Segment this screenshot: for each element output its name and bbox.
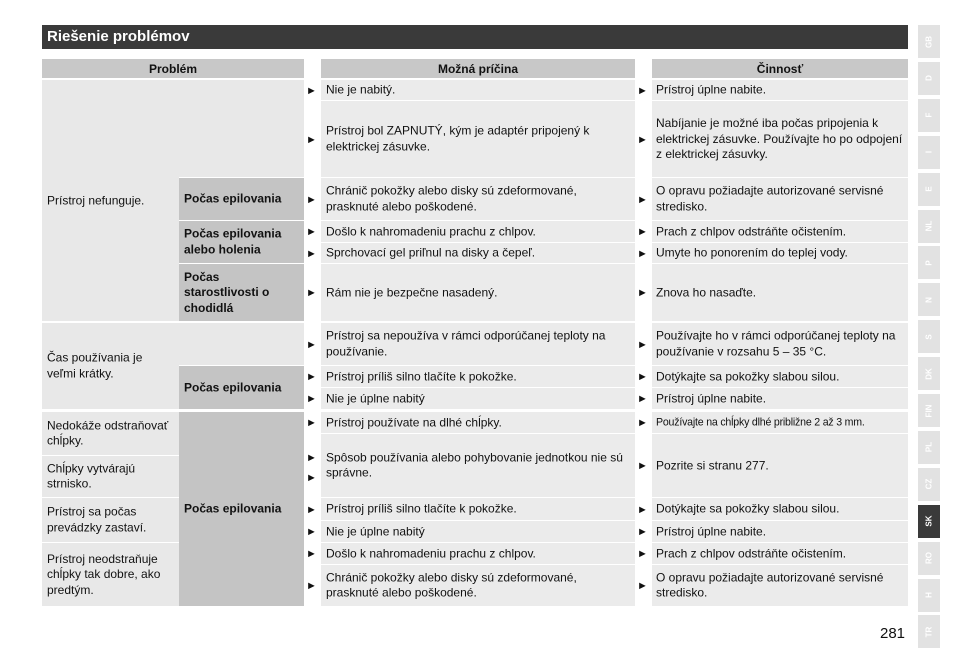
problem-text: Prístroj nefunguje. — [47, 192, 145, 207]
mode-text: Počas epilovania — [184, 501, 282, 516]
mode-cell-empty — [179, 323, 304, 366]
language-tab-label: RO — [924, 552, 934, 565]
language-tab-f — [918, 99, 940, 132]
language-tab-label: H — [924, 592, 934, 598]
cause-text: Prístroj príliš silno tlačíte k pokožke. — [326, 368, 517, 383]
action-arrow-icon: ► — [637, 247, 648, 260]
header-cause: Možná príčina — [321, 59, 635, 79]
cause-text: Prístroj príliš silno tlačíte k pokožke. — [326, 501, 517, 516]
mode-text: Počas epilovania — [184, 379, 282, 394]
action-arrow-icon: ► — [637, 393, 648, 405]
language-tab-label: NL — [924, 220, 934, 232]
cause-text: Nie je nabitý. — [326, 82, 396, 97]
cause-text: Nie je úplne nabitý — [326, 390, 425, 405]
cause-cell — [321, 543, 635, 565]
cause-arrow-icon: ► — [306, 393, 317, 405]
action-arrow-icon: ► — [637, 193, 648, 206]
cause-arrow-icon: ► — [306, 287, 317, 299]
cause-arrow-icon: ► — [306, 452, 317, 464]
cause-arrow-icon: ► — [306, 247, 317, 260]
language-tab-n — [918, 283, 940, 316]
header-action: Činnosť — [652, 59, 908, 79]
action-arrow-icon: ► — [637, 133, 648, 146]
problem-cell — [42, 412, 179, 456]
cause-arrow-icon: ► — [306, 580, 317, 592]
action-text: Prístroj úplne nabite. — [656, 82, 767, 97]
action-arrow-icon: ► — [637, 460, 648, 472]
section-title-bar — [42, 25, 908, 49]
action-text: Dotýkajte sa pokožky slabou silou. — [656, 368, 840, 383]
action-cell — [652, 243, 908, 264]
problem-text: Čas používania je veľmi krátky. — [47, 350, 143, 380]
action-arrow-icon: ► — [637, 417, 648, 429]
problem-cell — [42, 498, 179, 543]
action-arrow-icon: ► — [637, 226, 648, 238]
cause-text: Došlo k nahromadeniu prachu z chlpov. — [326, 545, 536, 560]
language-tab-d — [918, 62, 940, 95]
action-text: Nabíjanie je možné iba počas pripojenia k elektrickej zásuvke. Používajte ho po odpojení z elektrickej zásuvky. — [656, 115, 903, 161]
section-title: Riešenie problémov — [47, 28, 190, 45]
language-tab-label: E — [924, 186, 934, 192]
action-cell — [652, 178, 908, 221]
language-tab-label: S — [924, 334, 934, 340]
cause-cell — [321, 498, 635, 521]
cause-arrow-icon: ► — [306, 548, 317, 560]
language-tab-i — [918, 136, 940, 169]
mode-cell — [179, 178, 304, 221]
action-arrow-icon: ► — [637, 84, 648, 97]
language-tab-ro — [918, 542, 940, 575]
cause-cell — [321, 366, 635, 388]
cause-text: Prístroj používate na dlhé chĺpky. — [326, 414, 502, 429]
problem-text: Chĺpky vytvárajú strnisko. — [47, 461, 136, 491]
cause-text: Sprchovací gel priľnul na disky a čepeľ. — [326, 245, 536, 260]
language-tab-fin — [918, 394, 940, 427]
action-cell — [652, 543, 908, 565]
action-cell — [652, 80, 908, 101]
cause-text: Došlo k nahromadeniu prachu z chlpov. — [326, 223, 536, 238]
action-arrow-icon: ► — [637, 371, 648, 383]
language-tab-label: DK — [924, 367, 934, 380]
language-tab-tr — [918, 615, 940, 648]
mode-text: Počas epilovania — [184, 191, 282, 206]
mode-cell-empty — [179, 80, 304, 178]
cause-cell — [321, 434, 635, 498]
action-cell — [652, 498, 908, 521]
language-tab-h — [918, 579, 940, 612]
cause-text: Chránič pokožky alebo disky sú zdeformované, prasknuté alebo poškodené. — [326, 570, 577, 600]
action-cell — [652, 412, 908, 434]
mode-text: Počas epilovania alebo holenia — [184, 226, 282, 256]
action-text: Znova ho nasaďte. — [656, 284, 757, 299]
action-text: Prístroj úplne nabite. — [656, 390, 767, 405]
language-tab-p — [918, 246, 940, 279]
action-cell — [652, 101, 908, 178]
action-cell — [652, 264, 908, 322]
cause-arrow-icon: ► — [306, 472, 317, 484]
action-text: Dotýkajte sa pokožky slabou silou. — [656, 501, 840, 516]
problem-text: Nedokáže odstraňovať chĺpky. — [47, 418, 169, 448]
cause-arrow-icon: ► — [306, 84, 317, 97]
cause-cell — [321, 101, 635, 178]
action-cell — [652, 366, 908, 388]
language-tab-sk — [918, 505, 940, 538]
cause-arrow-icon: ► — [306, 417, 317, 429]
action-text: Používajte ho v rámci odporúčanej teploty na používanie v rozsahu 5 – 35 °C. — [656, 328, 896, 358]
action-arrow-icon: ► — [637, 526, 648, 538]
header-problem: Problém — [42, 59, 304, 79]
action-arrow-icon: ► — [637, 338, 648, 351]
cause-arrow-icon: ► — [306, 193, 317, 206]
language-tab-label: F — [924, 112, 934, 118]
cause-arrow-icon: ► — [306, 226, 317, 238]
cause-arrow-icon: ► — [306, 338, 317, 351]
problem-text: Prístroj neodstraňuje chĺpky tak dobre, ako predtým. — [47, 551, 161, 597]
cause-cell — [321, 388, 635, 410]
problem-text: Prístroj sa počas prevádzky zastaví. — [47, 504, 147, 534]
language-tab-label: TR — [924, 626, 934, 638]
problem-cell — [42, 543, 179, 607]
cause-text: Nie je úplne nabitý — [326, 523, 425, 538]
language-tab-e — [918, 173, 940, 206]
action-arrow-icon: ► — [637, 580, 648, 592]
mode-cell — [179, 366, 304, 410]
language-tab-label: GB — [924, 35, 934, 48]
language-tab-label: D — [924, 75, 934, 82]
action-arrow-icon: ► — [637, 503, 648, 516]
action-text: O opravu požiadajte autorizované servisné stredisko. — [656, 183, 884, 213]
language-tab-label: PL — [924, 442, 934, 453]
language-tab-gb — [918, 25, 940, 58]
action-text: Používajte na chĺpky dlhé približne 2 až 3 mm. — [656, 415, 865, 428]
language-tab-pl — [918, 431, 940, 464]
language-tab-cz — [918, 468, 940, 501]
cause-text: Prístroj sa nepoužíva v rámci odporúčanej teploty na používanie. — [326, 328, 606, 358]
cause-cell — [321, 565, 635, 607]
action-text: Pozrite si stranu 277. — [656, 457, 769, 472]
cause-text: Prístroj bol ZAPNUTÝ, kým je adaptér pripojený k elektrickej zásuvke. — [326, 123, 590, 153]
action-text: Prístroj úplne nabite. — [656, 523, 767, 538]
cause-cell — [321, 221, 635, 243]
cause-cell — [321, 80, 635, 101]
language-tab-dk — [918, 357, 940, 390]
cause-cell — [321, 521, 635, 543]
mode-cell — [179, 412, 304, 607]
problem-cell — [42, 456, 179, 498]
cause-cell — [321, 323, 635, 366]
mode-cell — [179, 221, 304, 264]
problem-cell — [42, 80, 179, 322]
mode-text: Počas starostlivosti o chodidlá — [184, 269, 270, 315]
action-arrow-icon: ► — [637, 548, 648, 560]
cause-arrow-icon: ► — [306, 371, 317, 383]
cause-arrow-icon: ► — [306, 503, 317, 516]
action-text: O opravu požiadajte autorizované servisné stredisko. — [656, 570, 884, 600]
language-tab-label: SK — [924, 515, 934, 527]
problem-cell — [42, 323, 179, 410]
language-tab-label: CZ — [924, 478, 934, 490]
language-tab-label: P — [924, 260, 934, 266]
action-text: Umyte ho ponorením do teplej vody. — [656, 245, 848, 260]
language-tab-label: FIN — [924, 404, 934, 417]
cause-cell — [321, 412, 635, 434]
action-cell — [652, 323, 908, 366]
action-cell — [652, 565, 908, 607]
cause-arrow-icon: ► — [306, 133, 317, 146]
language-tab-label: I — [924, 151, 934, 154]
language-tab-label: N — [924, 296, 934, 303]
action-cell — [652, 388, 908, 410]
cause-cell — [321, 264, 635, 322]
cause-cell — [321, 243, 635, 264]
cause-arrow-icon: ► — [306, 526, 317, 538]
language-tab-nl — [918, 210, 940, 243]
action-cell — [652, 434, 908, 498]
cause-text: Rám nie je bezpečne nasadený. — [326, 284, 498, 299]
action-text: Prach z chlpov odstráňte očistením. — [656, 223, 847, 238]
mode-cell — [179, 264, 304, 322]
action-text: Prach z chlpov odstráňte očistením. — [656, 545, 847, 560]
page-number: 281 — [880, 625, 906, 642]
cause-cell — [321, 178, 635, 221]
language-tab-s — [918, 320, 940, 353]
action-cell — [652, 521, 908, 543]
cause-text: Spôsob používania alebo pohybovanie jednotkou nie sú správne. — [326, 450, 623, 480]
cause-text: Chránič pokožky alebo disky sú zdeformované, prasknuté alebo poškodené. — [326, 183, 577, 213]
action-cell — [652, 221, 908, 243]
action-arrow-icon: ► — [637, 287, 648, 299]
